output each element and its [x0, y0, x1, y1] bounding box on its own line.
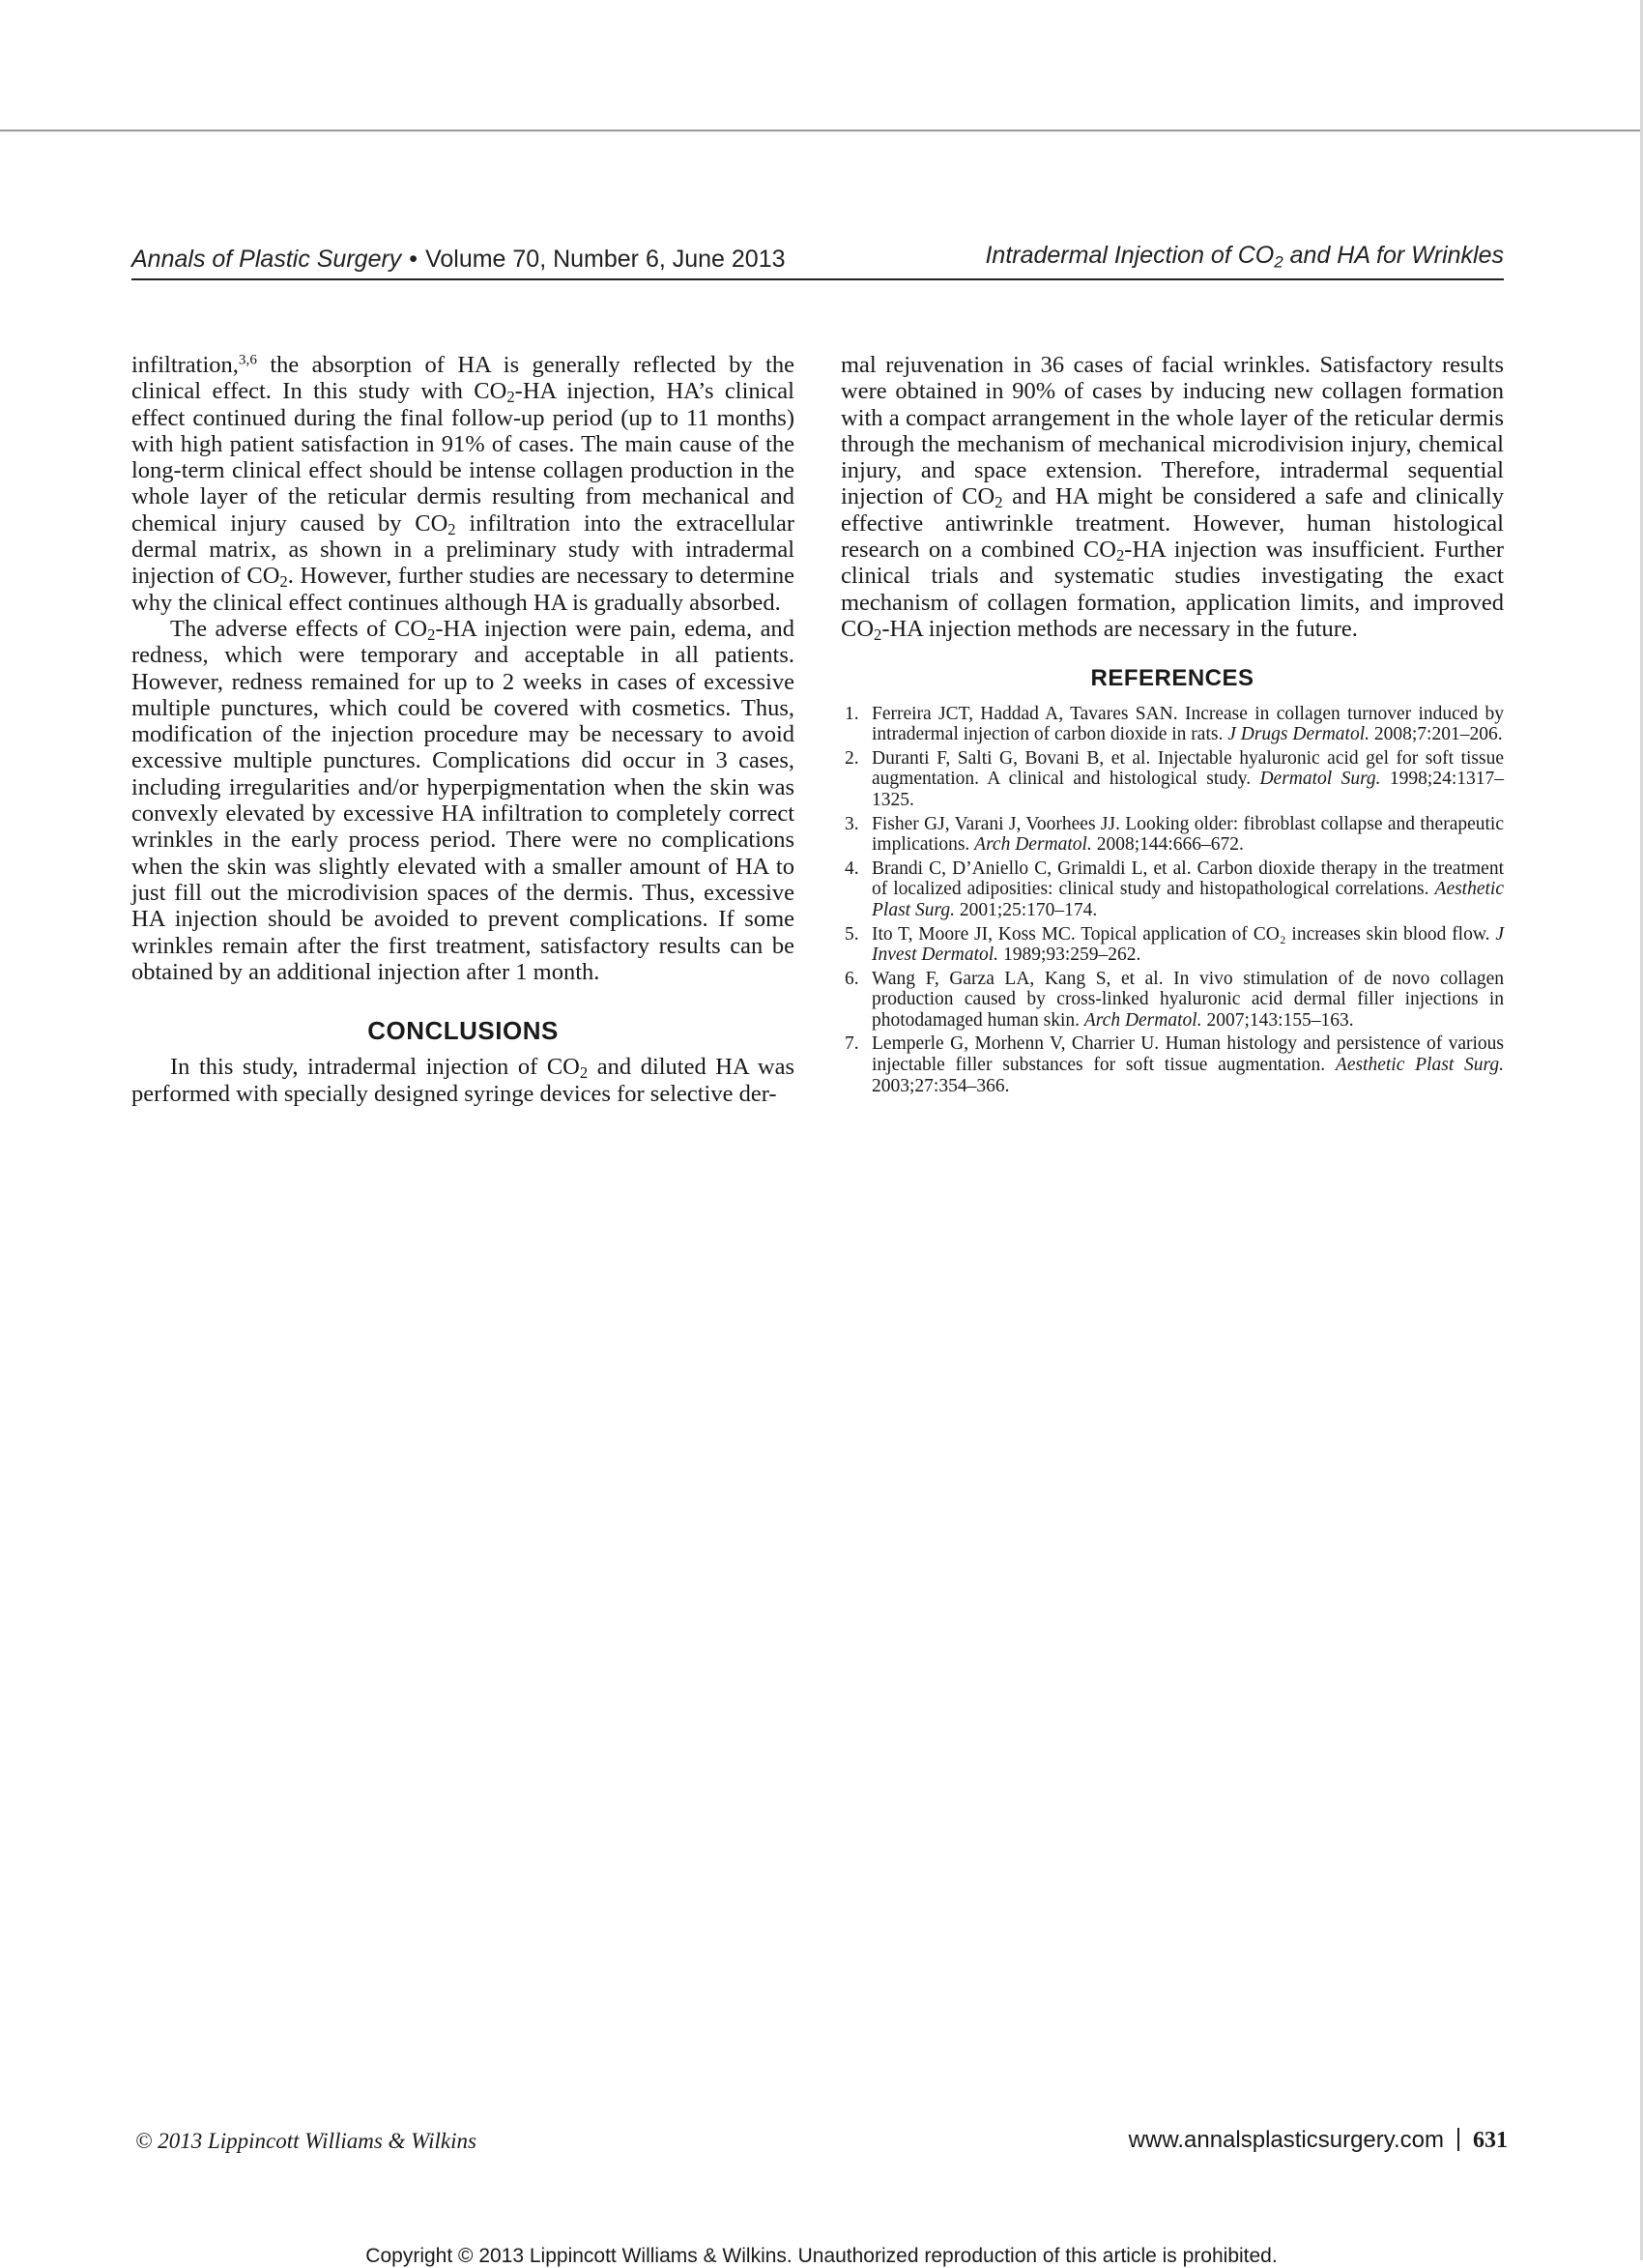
right-column [841, 352, 1504, 1099]
scan-border-line [0, 130, 1643, 131]
reference-item: 3. Fisher GJ, Varani J, Voorhees JJ. Looking older: fibroblast collapse and therapeutic implications. Arch Dermatol. 2008;144:666–672. [845, 813, 1504, 856]
header-bullet: • [409, 246, 418, 273]
citation-ref: 3,6 [238, 351, 257, 368]
reference-item: 7. Lemperle G, Morhenn V, Charrier U. Human histology and persistence of various injectable filler substances for soft tissue augmentation. Aesthetic Plast Surg. 2003;27:354–366. [845, 1033, 1504, 1096]
page-number: 631 [1473, 2128, 1508, 2153]
reference-list [841, 704, 1504, 1097]
paragraph-conclusions: In this study, intradermal injection of $CO_2$ and diluted HA was performed with specially designed syringe devices for selective der- [131, 1054, 794, 1107]
article-short-title: Intradermal Injection of $CO_2$ and HA for Wrinkles [985, 242, 1504, 272]
footer-publisher: © 2013 Lippincott Williams & Wilkins [135, 2129, 476, 2153]
left-column [131, 352, 794, 1107]
reference-item: 2. Duranti F, Salti G, Bovani B, et al. Injectable hyaluronic acid gel for soft tissue augmentation. A clinical and histological study. Dermatol Surg. 1998;24:1317–1325. [845, 747, 1505, 810]
header-journal-info [131, 246, 786, 274]
journal-name: Annals of Plastic Surgery [131, 246, 402, 273]
reference-item: 1. Ferreira JCT, Haddad A, Tavares SAN. Increase in collagen turnover induced by intradermal injection of carbon dioxide in rats. J Drugs Dermatol. 2008;7:201–206. [845, 703, 1504, 745]
paragraph-effect: infiltration,$^{3,6}$ the absorption of HA is generally reflected by the clinical effect. In this study with $CO_2-HA$ injection, HA’s clinical effect continued during the final follow-up period (up to 11 months) with high patient satisfaction in 91% of cases. The main cause of the long-term clinical effect should be intense collagen production in the whole layer of the reticular dermis resulting from mechanical and chemical injury caused by $CO_2$ infiltration into the extracellular dermal matrix, as shown in a preliminary study with intradermal injection of $CO_2$. However, further studies are necessary to determine why the clinical effect continues although HA is gradually absorbed. [131, 351, 795, 616]
reference-item: 5. Ito T, Moore JI, Koss MC. Topical application of CO₂ increases skin blood flow. J Invest Dermatol. 1989;93:259–262. [845, 923, 1504, 966]
reference-item: 6. Wang F, Garza LA, Kang S, et al. In vivo stimulation of de novo collagen production caused by cross-linked hyaluronic acid dermal filler injections in photodamaged human skin. Arch Dermatol. 2007;143:155–163. [845, 968, 1504, 1031]
copyright-notice: Copyright © 2013 Lippincott Williams & Wilkins. Unauthorized reproduction of this article is prohibited. [365, 2245, 1278, 2267]
footer-divider [1457, 2128, 1459, 2151]
footer-page-info [1129, 2127, 1508, 2154]
paragraph-conclusions-continued: mal rejuvenation in 36 cases of facial wrinkles. Satisfactory results were obtained in 90% of cases by inducing new collagen formation with a compact arrangement in the whole layer of the reticular dermis through the mechanism of mechanical microdivision injury, chemical injury, and space extension. Therefore, intradermal sequential injection of $CO_2$ and HA might be considered a safe and clinically effective antiwrinkle treatment. However, human histological research on a combined $CO_2-HA$ injection was insufficient. Further clinical trials and systematic studies investigating the exact mechanism of collagen formation, application limits, and improved $CO_2-HA$ injection methods are necessary in the future. [841, 352, 1505, 645]
journal-url: www.annalsplasticsurgery.com [1128, 2127, 1444, 2153]
reference-item: 4. Brandi C, D’Aniello C, Grimaldi L, et al. Carbon dioxide therapy in the treatment of localized adiposities: clinical study and histopathological correlations. Aesthetic Plast Surg. 2001;25:170–174. [845, 858, 1504, 920]
volume-info: Volume 70, Number 6, June 2013 [425, 246, 786, 273]
running-header [131, 242, 1504, 280]
references-heading: REFERENCES [1090, 665, 1254, 692]
conclusions-heading: CONCLUSIONS [367, 1016, 559, 1046]
paragraph-adverse-effects: The adverse effects of $CO_2-HA$ injection were pain, edema, and redness, which were temporary and acceptable in all patients. However, redness remained for up to 2 weeks in cases of excessive multiple punctures, which could be covered with cosmetics. Thus, modification of the injection procedure may be necessary to avoid excessive multiple punctures. Complications did occur in 3 cases, including irregularities and/or hyperpigmentation when the skin was convexly elevated by excessive HA infiltration to completely correct wrinkles in the early process period. There were no complications when the skin was slightly elevated with a smaller amount of HA to just fill out the microdivision spaces of the dermis. Thus, excessive HA injection should be avoided to prevent complications. If some wrinkles remain after the first treatment, satisfactory results can be obtained by an additional injection after 1 month. [131, 615, 794, 985]
